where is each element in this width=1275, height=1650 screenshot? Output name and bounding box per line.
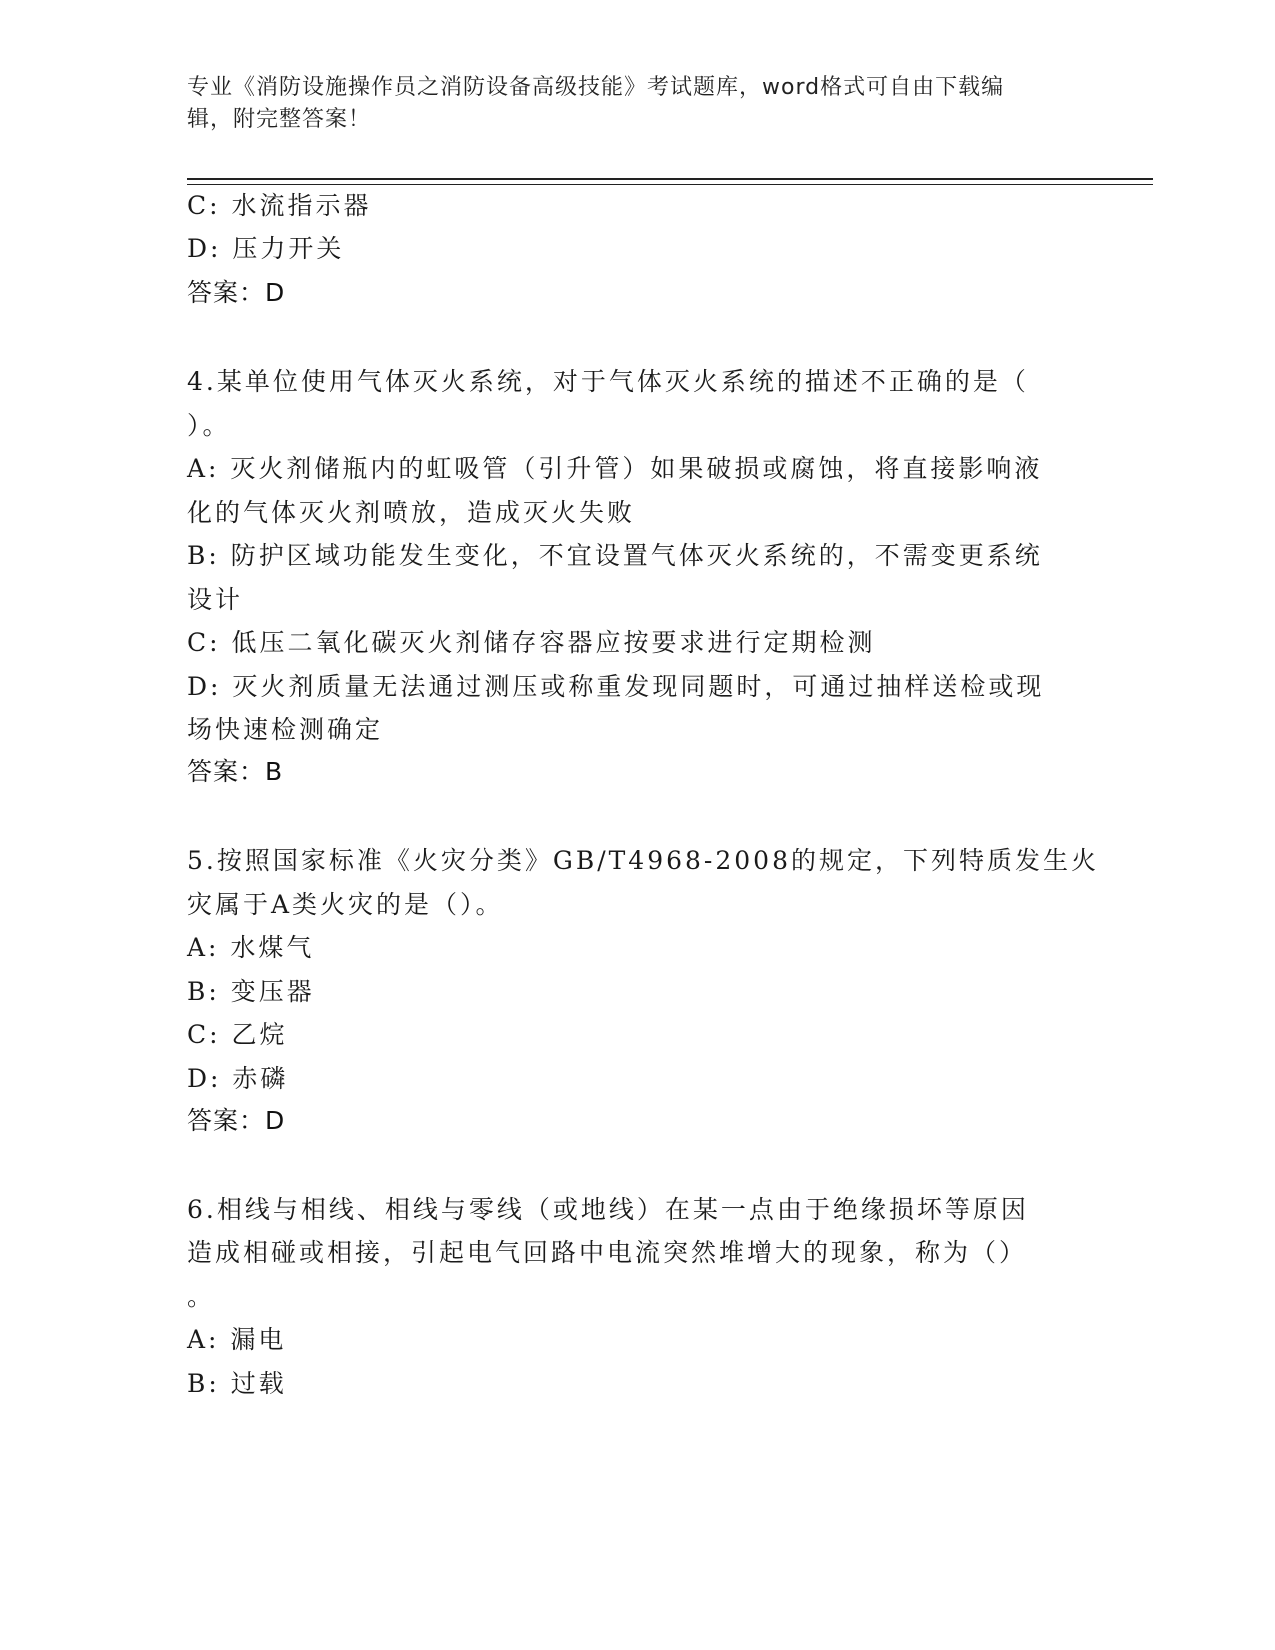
q6-stem-line-1: 6.相线与相线、相线与零线（或地线）在某一点由于绝缘损坏等原因 bbox=[187, 1195, 1029, 1224]
q5-stem-line-1: 5.按照国家标准《火灾分类》GB/T4968-2008的规定，下列特质发生火 bbox=[187, 846, 1099, 875]
q4-option-d-line-2: 场快速检测确定 bbox=[187, 715, 384, 744]
q4-option-a-line-1: A: 灭火剂储瓶内的虹吸管（引升管）如果破损或腐蚀，将直接影响液 bbox=[187, 454, 1043, 483]
q4-answer: 答案：B bbox=[187, 757, 284, 786]
q4-option-a-line-2: 化的气体灭火剂喷放，造成灭火失败 bbox=[187, 498, 636, 527]
header-line-2: 辑，附完整答案！ bbox=[187, 107, 372, 132]
q3-option-d: D: 压力开关 bbox=[187, 234, 345, 263]
q5-option-d: D: 赤磷 bbox=[187, 1064, 289, 1093]
q4-option-b-line-1: B: 防护区域功能发生变化，不宜设置气体灭火系统的，不需变更系统 bbox=[187, 541, 1043, 570]
q3-answer: 答案：D bbox=[187, 278, 286, 307]
q3-option-c: C: 水流指示器 bbox=[187, 191, 372, 220]
q4-option-d-line-1: D: 灭火剂质量无法通过测压或称重发现同题时，可通过抽样送检或现 bbox=[187, 672, 1045, 701]
header-divider-thick bbox=[187, 178, 1153, 180]
q4-stem-line-2: ）。 bbox=[187, 411, 231, 440]
q4-stem-line-1: 4.某单位使用气体灭火系统，对于气体灭火系统的描述不正确的是（ bbox=[187, 367, 1029, 396]
page-header bbox=[187, 72, 1087, 136]
q5-stem-line-2: 灾属于A类火灾的是（）。 bbox=[187, 890, 504, 919]
q6-stem-line-2: 造成相碰或相接，引起电气回路中电流突然堆增大的现象，称为（） bbox=[187, 1238, 1028, 1267]
q5-option-c: C: 乙烷 bbox=[187, 1020, 288, 1049]
header-line-1: 专业《消防设施操作员之消防设备高级技能》考试题库，word格式可自由下载编 bbox=[187, 75, 1005, 100]
q5-option-a: A: 水煤气 bbox=[187, 933, 315, 962]
q4-option-c: C: 低压二氧化碳灭火剂储存容器应按要求进行定期检测 bbox=[187, 628, 876, 657]
q4-option-b-line-2: 设计 bbox=[187, 585, 244, 614]
q6-option-a: A: 漏电 bbox=[187, 1325, 287, 1354]
q6-stem-line-3: 。 bbox=[187, 1282, 216, 1311]
q5-option-b: B: 变压器 bbox=[187, 977, 315, 1006]
q5-answer: 答案：D bbox=[187, 1106, 286, 1135]
header-divider-thin bbox=[187, 184, 1153, 185]
q6-option-b: B: 过载 bbox=[187, 1369, 287, 1398]
